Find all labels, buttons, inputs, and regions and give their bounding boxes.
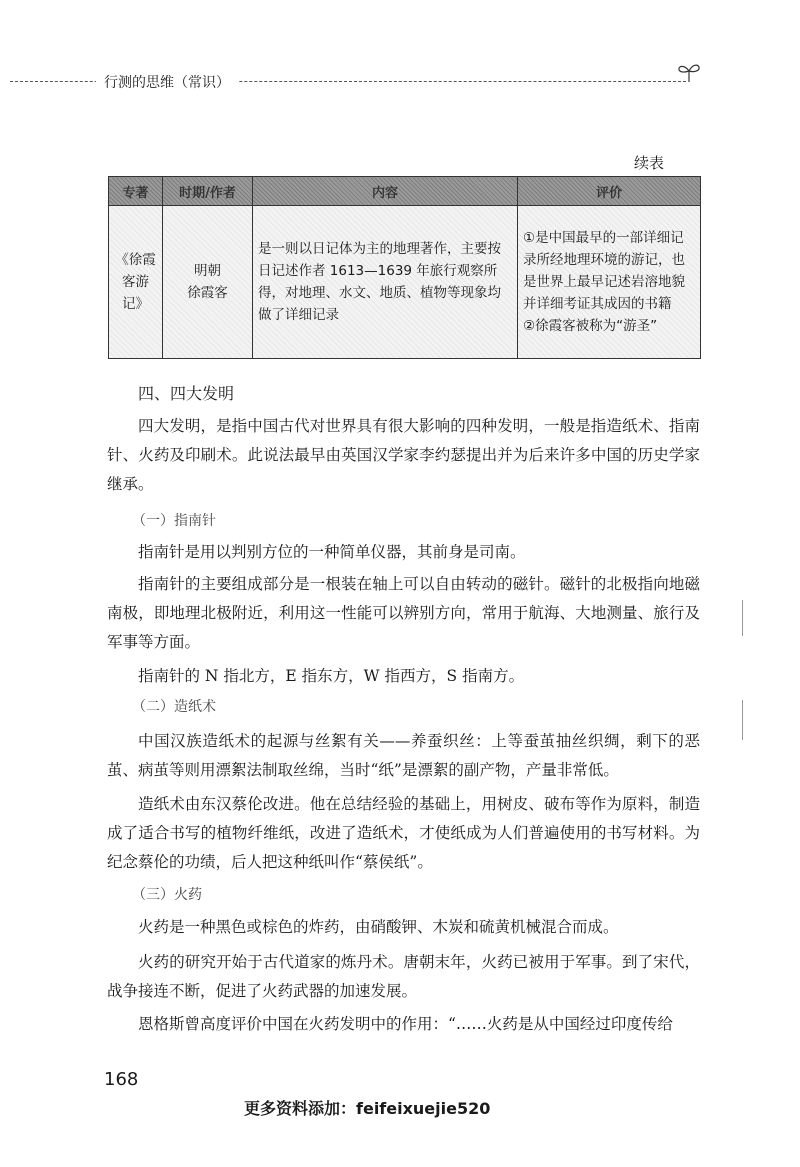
- compass-paragraph-1: 指南针是用以判别方位的一种简单仪器，其前身是司南。: [138, 543, 526, 561]
- table-continued-label: 续表: [634, 154, 665, 172]
- section-title: 四、四大发明: [138, 384, 235, 403]
- table-header-row: [109, 177, 701, 206]
- paper-paragraph-2: 造纸术由东汉蔡伦改进。他在总结经验的基础上，用树皮、破布等作为原料，制造成了适合书写的植物纤维纸，改进了造纸术，才使纸成为人们普遍使用的书写材料。为纪念蔡伦的功绩，后人把这种纸叫作“蔡侯纸”。: [107, 795, 700, 871]
- footer-note: 更多资料添加：feifeixuejie520: [244, 1099, 491, 1118]
- work-title-cell: 《徐霞 客游 记》: [109, 206, 163, 359]
- continued-table: [108, 176, 701, 359]
- scan-edge-mark: [742, 700, 743, 740]
- compass-paragraph-2: 指南针的主要组成部分是一根装在轴上可以自由转动的磁针。磁针的北极指向地磁南极，即地理北极附近，利用这一性能可以辨别方向，常用于航海、大地测量、旅行及军事等方面。: [107, 575, 700, 651]
- gunpowder-paragraph-2: 火药的研究开始于古代道家的炼丹术。唐朝末年，火药已被用于军事。到了宋代，战争接连不断，促进了火药武器的加速发展。: [107, 953, 700, 1000]
- compass-subtitle: （一）指南针: [132, 513, 216, 529]
- gunpowder-paragraph-3: 恩格斯曾高度评价中国在火药发明中的作用：“……火药是从中国经过印度传给: [138, 1015, 673, 1033]
- running-header-title: 行测的思维（常识）: [96, 72, 238, 92]
- compass-paragraph-3: 指南针的 N 指北方，E 指东方，W 指西方，S 指南方。: [138, 667, 525, 685]
- gunpowder-subtitle: （三）火药: [132, 887, 202, 903]
- sprout-icon: [676, 60, 702, 84]
- intro-paragraph: 四大发明，是指中国古代对世界具有很大影响的四种发明，一般是指造纸术、指南针、火药及印刷术。此说法最早由英国汉学家李约瑟提出并为后来许多中国的历史学家继承。: [107, 417, 700, 493]
- evaluation-cell: [518, 206, 701, 359]
- period-author-cell: 明朝 徐霞客: [163, 206, 253, 359]
- table-row: [109, 206, 701, 359]
- content-cell: 是一则以日记体为主的地理著作，主要按日记述作者 1613—1639 年旅行观察所得，对地理、水文、地质、植物等现象均做了详细记录: [253, 206, 518, 359]
- table-header-cell: 专著: [109, 177, 163, 206]
- evaluation-item-1: ①是中国最早的一部详细记录所经地理环境的游记，也是世界上最早记述岩溶地貌并详细考证其成因的书籍: [523, 230, 685, 312]
- paper-paragraph-1: 中国汉族造纸术的起源与丝絮有关——养蚕织丝：上等蚕茧抽丝织绸，剩下的恶茧、病茧等则用漂絮法制取丝绵，当时“纸”是漂絮的副产物，产量非常低。: [107, 732, 700, 779]
- paper-subtitle: （二）造纸术: [132, 699, 216, 715]
- page-number: 168: [104, 1069, 139, 1090]
- gunpowder-paragraph-1: 火药是一种黑色或棕色的炸药，由硝酸钾、木炭和硫黄机械混合而成。: [138, 918, 619, 936]
- table-header-cell: 评价: [518, 177, 701, 206]
- table-header-cell: 时期/作者: [163, 177, 253, 206]
- table-header-cell: 内容: [253, 177, 518, 206]
- scan-edge-mark: [742, 600, 743, 636]
- evaluation-item-2: ②徐霞客被称为“游圣”: [523, 318, 658, 334]
